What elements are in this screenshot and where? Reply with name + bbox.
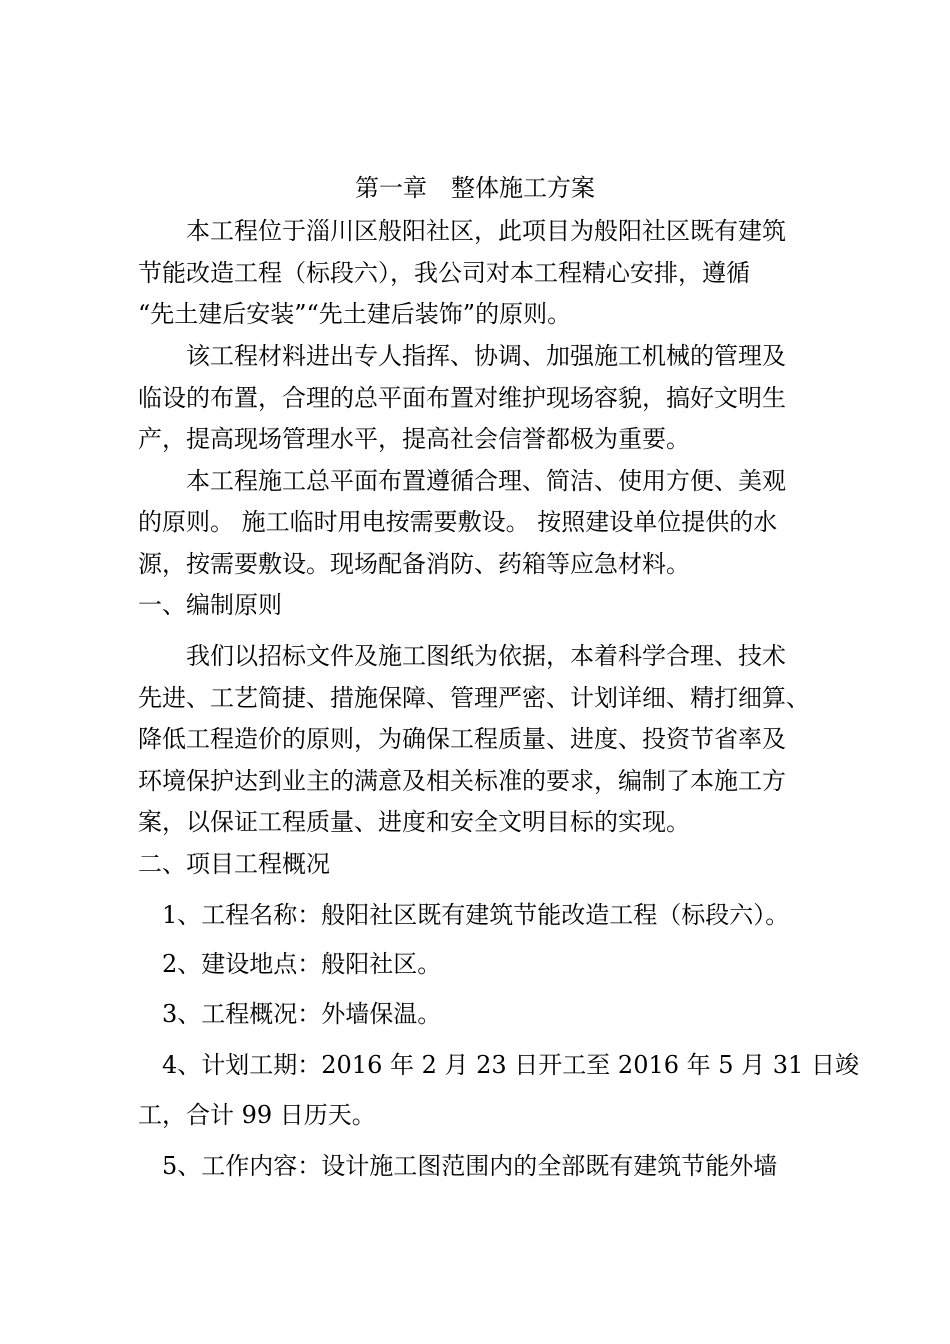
paragraph-line: 工，合计 99 日历天。 [138,1101,376,1129]
paragraph-line: 环境保护达到业主的满意及相关标准的要求，编制了本施工方 [138,767,786,795]
paragraph-line: 降低工程造价的原则，为确保工程质量、进度、投资节省率及 [138,725,786,753]
list-item: 3、工程概况：外墙保温。 [138,1000,442,1028]
list-item: 5、工作内容：设计施工图范围内的全部既有建筑节能外墙 [138,1152,778,1180]
paragraph-line: 临设的布置，合理的总平面布置对维护现场容貌，搞好文明生 [138,384,786,412]
paragraph-line: 本工程施工总平面布置遵循合理、简洁、使用方便、美观 [138,467,786,495]
chapter-label: 第一章 [355,174,427,202]
list-item: 2、建设地点：般阳社区。 [138,950,442,978]
section-heading: 一、编制原则 [138,591,282,619]
paragraph-line: “先土建后安装”“先土建后装饰”的原则。 [138,300,572,328]
paragraph-line: 节能改造工程（标段六），我公司对本工程精心安排，遵循 [138,259,750,287]
paragraph-line: 源，按需要敷设。现场配备消防、药箱等应急材料。 [138,550,690,578]
paragraph-line: 产，提高现场管理水平，提高社会信誉都极为重要。 [138,425,690,453]
list-item: 4、计划工期：2016 年 2 月 23 日开工至 2016 年 5 月 31 日竣 [138,1051,859,1079]
chapter-title: 整体施工方案 [451,174,595,202]
chapter-heading [0,173,950,203]
paragraph-line: 本工程位于淄川区般阳社区，此项目为般阳社区既有建筑 [138,217,786,245]
paragraph-line: 我们以招标文件及施工图纸为依据，本着科学合理、技术 [138,642,786,670]
paragraph-line: 的原则。 施工临时用电按需要敷设。 按照建设单位提供的水 [138,508,778,536]
paragraph-line: 该工程材料进出专人指挥、协调、加强施工机械的管理及 [138,342,786,370]
section-heading: 二、项目工程概况 [138,850,330,878]
paragraph-line: 案，以保证工程质量、进度和安全文明目标的实现。 [138,808,690,836]
paragraph-line: 先进、工艺简捷、措施保障、管理严密、计划详细、精打细算、 [138,684,810,712]
list-item: 1、工程名称：般阳社区既有建筑节能改造工程（标段六）。 [138,901,790,929]
